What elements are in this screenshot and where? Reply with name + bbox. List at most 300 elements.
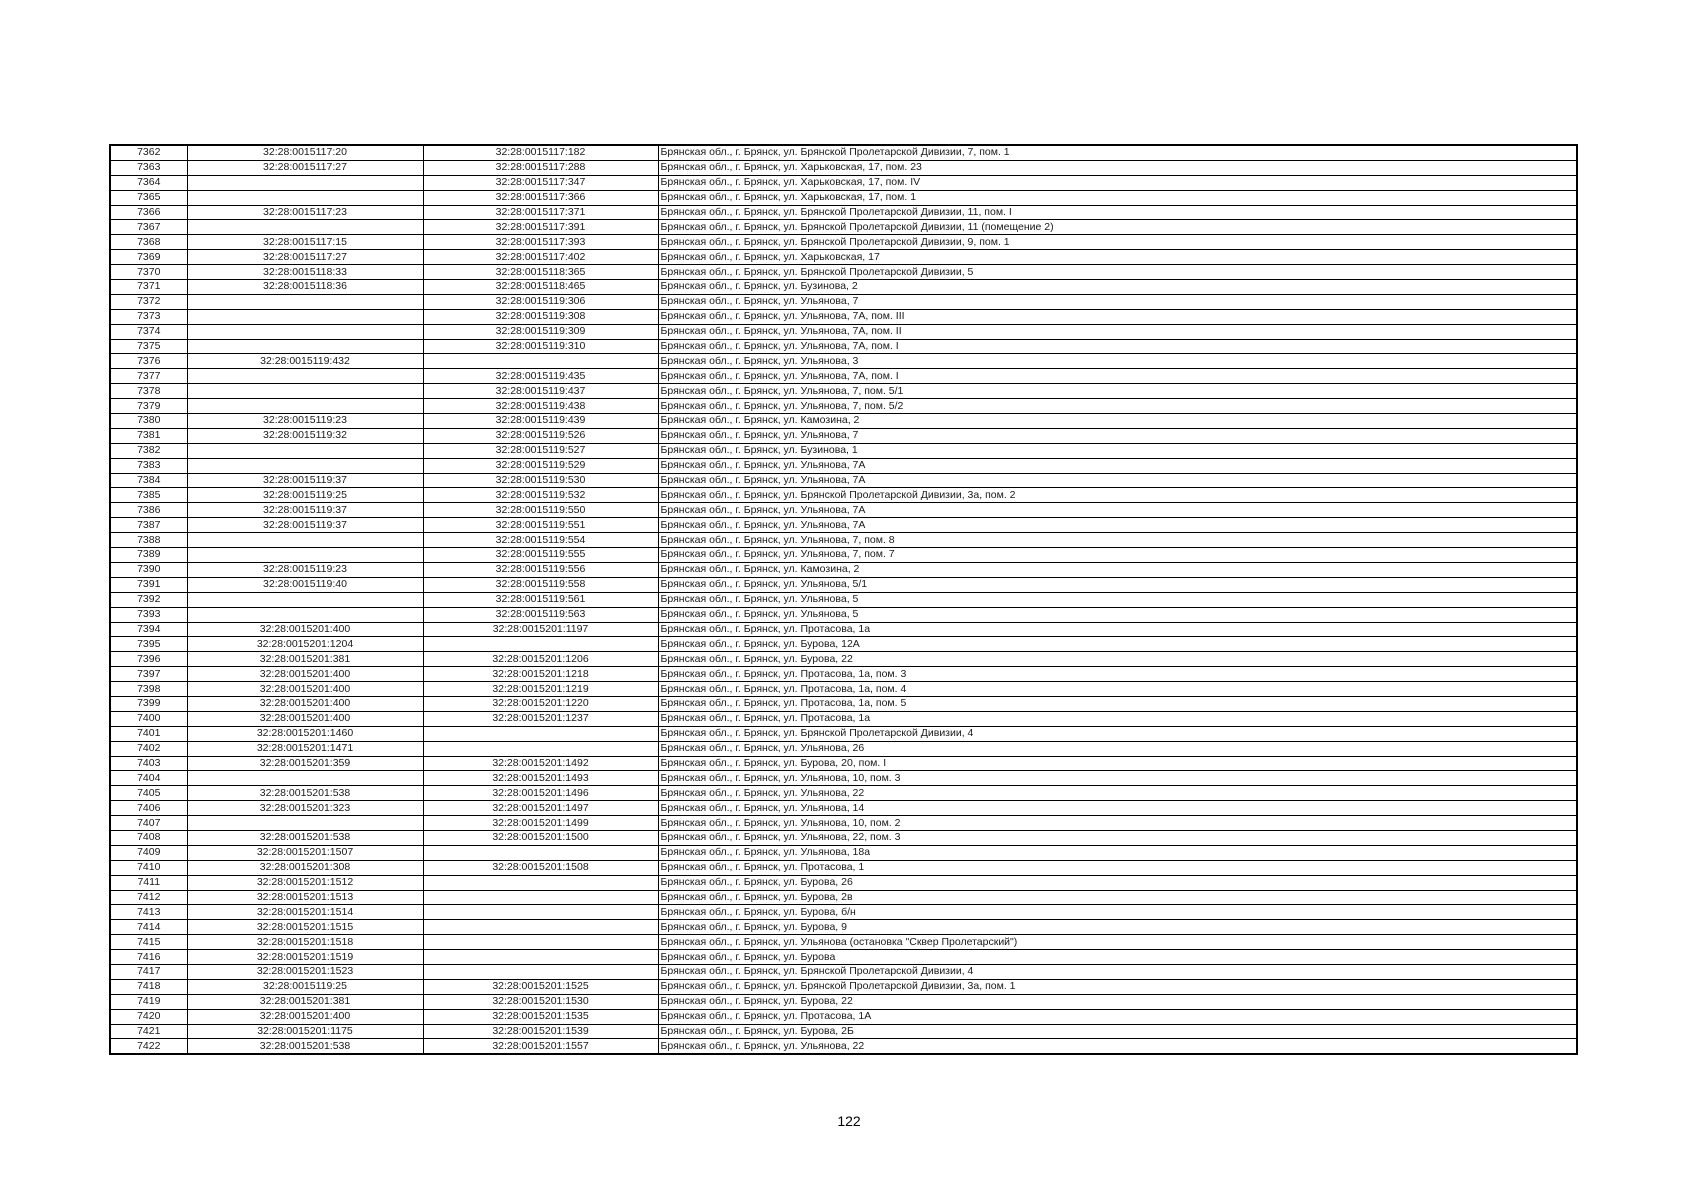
object-number-cell <box>423 845 658 860</box>
address-cell: Брянская обл., г. Брянск, ул. Ульянова, 7, пом. 5/1 <box>658 384 1577 399</box>
address-cell: Брянская обл., г. Брянск, ул. Бурова, 20, пом. I <box>658 756 1577 771</box>
object-number-cell: 32:28:0015119:561 <box>423 592 658 607</box>
object-number-cell: 32:28:0015201:1218 <box>423 667 658 682</box>
row-number-cell: 7384 <box>110 473 187 488</box>
object-number-cell: 32:28:0015201:1219 <box>423 682 658 697</box>
parcel-number-cell: 32:28:0015201:1514 <box>187 905 423 920</box>
address-cell: Брянская обл., г. Брянск, ул. Брянской Пролетарской Дивизии, 3а, пом. 1 <box>658 979 1577 994</box>
table-row <box>110 384 1577 399</box>
parcel-number-cell: 32:28:0015201:1175 <box>187 1024 423 1039</box>
row-number-cell: 7386 <box>110 503 187 518</box>
row-number-cell: 7387 <box>110 518 187 533</box>
table-row <box>110 979 1577 994</box>
table-row <box>110 801 1577 816</box>
parcel-number-cell <box>187 592 423 607</box>
address-cell: Брянская обл., г. Брянск, ул. Протасова, 1а <box>658 622 1577 637</box>
row-number-cell: 7374 <box>110 324 187 339</box>
parcel-number-cell: 32:28:0015201:400 <box>187 711 423 726</box>
object-number-cell: 32:28:0015119:526 <box>423 428 658 443</box>
row-number-cell: 7380 <box>110 414 187 429</box>
parcel-number-cell: 32:28:0015201:1471 <box>187 741 423 756</box>
address-cell: Брянская обл., г. Брянск, ул. Камозина, 2 <box>658 562 1577 577</box>
object-number-cell <box>423 875 658 890</box>
object-number-cell: 32:28:0015119:527 <box>423 443 658 458</box>
parcel-number-cell: 32:28:0015119:37 <box>187 473 423 488</box>
parcel-number-cell <box>187 324 423 339</box>
table-row <box>110 682 1577 697</box>
parcel-number-cell: 32:28:0015201:1512 <box>187 875 423 890</box>
table-row <box>110 190 1577 205</box>
object-number-cell: 32:28:0015201:1237 <box>423 711 658 726</box>
table-row <box>110 488 1577 503</box>
row-number-cell: 7411 <box>110 875 187 890</box>
object-number-cell: 32:28:0015201:1535 <box>423 1009 658 1024</box>
address-cell: Брянская обл., г. Брянск, ул. Протасова, 1а <box>658 711 1577 726</box>
address-cell: Брянская обл., г. Брянск, ул. Брянской Пролетарской Дивизии, 4 <box>658 726 1577 741</box>
row-number-cell: 7383 <box>110 458 187 473</box>
row-number-cell: 7385 <box>110 488 187 503</box>
address-cell: Брянская обл., г. Брянск, ул. Ульянова, 7, пом. 7 <box>658 548 1577 563</box>
row-number-cell: 7402 <box>110 741 187 756</box>
row-number-cell: 7403 <box>110 756 187 771</box>
parcel-number-cell: 32:28:0015201:1204 <box>187 637 423 652</box>
parcel-number-cell: 32:28:0015201:1519 <box>187 950 423 965</box>
object-number-cell <box>423 964 658 979</box>
address-cell: Брянская обл., г. Брянск, ул. Ульянова, 26 <box>658 741 1577 756</box>
object-number-cell: 32:28:0015117:391 <box>423 220 658 235</box>
object-number-cell <box>423 637 658 652</box>
object-number-cell: 32:28:0015118:465 <box>423 280 658 295</box>
row-number-cell: 7397 <box>110 667 187 682</box>
table-row <box>110 696 1577 711</box>
address-cell: Брянская обл., г. Брянск, ул. Ульянова, 7А, пом. II <box>658 324 1577 339</box>
address-cell: Брянская обл., г. Брянск, ул. Бурова, 2в <box>658 890 1577 905</box>
address-cell: Брянская обл., г. Брянск, ул. Ульянова, 5 <box>658 592 1577 607</box>
parcel-number-cell: 32:28:0015118:33 <box>187 265 423 280</box>
address-cell: Брянская обл., г. Брянск, ул. Ульянова, 7А, пом. I <box>658 339 1577 354</box>
parcel-number-cell: 32:28:0015201:400 <box>187 667 423 682</box>
row-number-cell: 7418 <box>110 979 187 994</box>
object-number-cell: 32:28:0015201:1220 <box>423 696 658 711</box>
parcel-number-cell: 32:28:0015119:25 <box>187 979 423 994</box>
row-number-cell: 7415 <box>110 935 187 950</box>
object-number-cell: 32:28:0015119:439 <box>423 414 658 429</box>
row-number-cell: 7373 <box>110 309 187 324</box>
table-row <box>110 145 1577 160</box>
row-number-cell: 7370 <box>110 265 187 280</box>
table-row <box>110 845 1577 860</box>
parcel-number-cell <box>187 309 423 324</box>
table-row <box>110 1024 1577 1039</box>
row-number-cell: 7410 <box>110 860 187 875</box>
object-number-cell: 32:28:0015201:1508 <box>423 860 658 875</box>
object-number-cell <box>423 890 658 905</box>
address-cell: Брянская обл., г. Брянск, ул. Ульянова, 7А, пом. I <box>658 369 1577 384</box>
address-cell: Брянская обл., г. Брянск, ул. Протасова, 1а, пом. 5 <box>658 696 1577 711</box>
table-row <box>110 160 1577 175</box>
parcel-number-cell: 32:28:0015201:381 <box>187 994 423 1009</box>
address-cell: Брянская обл., г. Брянск, ул. Брянской Пролетарской Дивизии, 9, пом. 1 <box>658 235 1577 250</box>
table-row <box>110 399 1577 414</box>
parcel-number-cell: 32:28:0015201:538 <box>187 786 423 801</box>
parcel-number-cell <box>187 399 423 414</box>
address-cell: Брянская обл., г. Брянск, ул. Камозина, 2 <box>658 414 1577 429</box>
address-cell: Брянская обл., г. Брянск, ул. Протасова, 1а, пом. 3 <box>658 667 1577 682</box>
row-number-cell: 7366 <box>110 205 187 220</box>
parcel-number-cell <box>187 369 423 384</box>
table-row <box>110 890 1577 905</box>
table-row <box>110 324 1577 339</box>
parcel-number-cell: 32:28:0015201:400 <box>187 1009 423 1024</box>
object-number-cell: 32:28:0015117:366 <box>423 190 658 205</box>
address-cell: Брянская обл., г. Брянск, ул. Брянской Пролетарской Дивизии, 7, пом. 1 <box>658 145 1577 160</box>
table-row <box>110 830 1577 845</box>
row-number-cell: 7371 <box>110 280 187 295</box>
parcel-number-cell <box>187 294 423 309</box>
parcel-number-cell: 32:28:0015119:37 <box>187 518 423 533</box>
parcel-number-cell: 32:28:0015201:400 <box>187 622 423 637</box>
parcel-number-cell: 32:28:0015119:23 <box>187 562 423 577</box>
table-row <box>110 220 1577 235</box>
row-number-cell: 7367 <box>110 220 187 235</box>
parcel-number-cell <box>187 220 423 235</box>
row-number-cell: 7401 <box>110 726 187 741</box>
parcel-number-cell: 32:28:0015201:1513 <box>187 890 423 905</box>
parcel-number-cell: 32:28:0015201:1518 <box>187 935 423 950</box>
table-body <box>110 145 1577 1054</box>
address-cell: Брянская обл., г. Брянск, ул. Ульянова, 7А, пом. III <box>658 309 1577 324</box>
row-number-cell: 7381 <box>110 428 187 443</box>
object-number-cell: 32:28:0015117:288 <box>423 160 658 175</box>
parcel-number-cell: 32:28:0015117:20 <box>187 145 423 160</box>
address-cell: Брянская обл., г. Брянск, ул. Харьковская, 17 <box>658 250 1577 265</box>
row-number-cell: 7389 <box>110 548 187 563</box>
row-number-cell: 7394 <box>110 622 187 637</box>
row-number-cell: 7364 <box>110 175 187 190</box>
parcel-number-cell: 32:28:0015201:538 <box>187 830 423 845</box>
parcel-number-cell: 32:28:0015201:1515 <box>187 920 423 935</box>
table-row <box>110 428 1577 443</box>
row-number-cell: 7396 <box>110 652 187 667</box>
object-number-cell: 32:28:0015201:1500 <box>423 830 658 845</box>
address-cell: Брянская обл., г. Брянск, ул. Бурова, 22 <box>658 652 1577 667</box>
table-row <box>110 816 1577 831</box>
row-number-cell: 7388 <box>110 533 187 548</box>
parcel-number-cell: 32:28:0015117:15 <box>187 235 423 250</box>
table-row <box>110 905 1577 920</box>
table-row <box>110 443 1577 458</box>
row-number-cell: 7392 <box>110 592 187 607</box>
object-number-cell: 32:28:0015119:438 <box>423 399 658 414</box>
object-number-cell: 32:28:0015201:1492 <box>423 756 658 771</box>
address-cell: Брянская обл., г. Брянск, ул. Протасова, 1 <box>658 860 1577 875</box>
row-number-cell: 7417 <box>110 964 187 979</box>
table-row <box>110 741 1577 756</box>
row-number-cell: 7375 <box>110 339 187 354</box>
address-cell: Брянская обл., г. Брянск, ул. Ульянова, 7, пом. 5/2 <box>658 399 1577 414</box>
parcel-number-cell: 32:28:0015201:1523 <box>187 964 423 979</box>
object-number-cell: 32:28:0015117:182 <box>423 145 658 160</box>
address-cell: Брянская обл., г. Брянск, ул. Харьковская, 17, пом. 23 <box>658 160 1577 175</box>
object-number-cell: 32:28:0015119:306 <box>423 294 658 309</box>
row-number-cell: 7391 <box>110 577 187 592</box>
parcel-number-cell <box>187 384 423 399</box>
row-number-cell: 7377 <box>110 369 187 384</box>
object-number-cell: 32:28:0015117:347 <box>423 175 658 190</box>
address-cell: Брянская обл., г. Брянск, ул. Ульянова, 3 <box>658 354 1577 369</box>
parcel-number-cell <box>187 607 423 622</box>
object-number-cell: 32:28:0015119:555 <box>423 548 658 563</box>
parcel-number-cell: 32:28:0015201:538 <box>187 1039 423 1054</box>
address-cell: Брянская обл., г. Брянск, ул. Ульянова, 22 <box>658 1039 1577 1054</box>
object-number-cell: 32:28:0015119:435 <box>423 369 658 384</box>
parcel-number-cell: 32:28:0015118:36 <box>187 280 423 295</box>
address-cell: Брянская обл., г. Брянск, ул. Брянской Пролетарской Дивизии, 3а, пом. 2 <box>658 488 1577 503</box>
document-table <box>109 144 1578 1055</box>
row-number-cell: 7412 <box>110 890 187 905</box>
row-number-cell: 7405 <box>110 786 187 801</box>
row-number-cell: 7404 <box>110 771 187 786</box>
address-cell: Брянская обл., г. Брянск, ул. Брянской Пролетарской Дивизии, 11, пом. I <box>658 205 1577 220</box>
object-number-cell: 32:28:0015201:1206 <box>423 652 658 667</box>
row-number-cell: 7409 <box>110 845 187 860</box>
row-number-cell: 7382 <box>110 443 187 458</box>
table-row <box>110 726 1577 741</box>
object-number-cell: 32:28:0015119:550 <box>423 503 658 518</box>
parcel-number-cell <box>187 339 423 354</box>
table-row <box>110 294 1577 309</box>
row-number-cell: 7406 <box>110 801 187 816</box>
object-number-cell: 32:28:0015201:1557 <box>423 1039 658 1054</box>
table-row <box>110 548 1577 563</box>
parcel-number-cell: 32:28:0015201:1460 <box>187 726 423 741</box>
table-row <box>110 414 1577 429</box>
table-row <box>110 309 1577 324</box>
address-cell: Брянская обл., г. Брянск, ул. Бурова, 22 <box>658 994 1577 1009</box>
table-row <box>110 711 1577 726</box>
object-number-cell: 32:28:0015119:554 <box>423 533 658 548</box>
object-number-cell: 32:28:0015117:393 <box>423 235 658 250</box>
object-number-cell: 32:28:0015119:308 <box>423 309 658 324</box>
address-cell: Брянская обл., г. Брянск, ул. Ульянова, 7 <box>658 294 1577 309</box>
table-row <box>110 503 1577 518</box>
address-cell: Брянская обл., г. Брянск, ул. Ульянова, 14 <box>658 801 1577 816</box>
object-number-cell: 32:28:0015117:371 <box>423 205 658 220</box>
row-number-cell: 7400 <box>110 711 187 726</box>
parcel-number-cell: 32:28:0015117:27 <box>187 250 423 265</box>
address-cell: Брянская обл., г. Брянск, ул. Ульянова, 7 <box>658 428 1577 443</box>
table-row <box>110 175 1577 190</box>
row-number-cell: 7407 <box>110 816 187 831</box>
page-number: 122 <box>837 1113 861 1129</box>
table-row <box>110 265 1577 280</box>
row-number-cell: 7393 <box>110 607 187 622</box>
object-number-cell: 32:28:0015201:1493 <box>423 771 658 786</box>
table-row <box>110 280 1577 295</box>
row-number-cell: 7395 <box>110 637 187 652</box>
row-number-cell: 7379 <box>110 399 187 414</box>
table-row <box>110 994 1577 1009</box>
row-number-cell: 7362 <box>110 145 187 160</box>
table-row <box>110 1009 1577 1024</box>
address-cell: Брянская обл., г. Брянск, ул. Ульянова, 10, пом. 2 <box>658 816 1577 831</box>
parcel-number-cell: 32:28:0015201:323 <box>187 801 423 816</box>
object-number-cell: 32:28:0015117:402 <box>423 250 658 265</box>
parcel-number-cell: 32:28:0015201:1507 <box>187 845 423 860</box>
row-number-cell: 7420 <box>110 1009 187 1024</box>
object-number-cell: 32:28:0015201:1525 <box>423 979 658 994</box>
table-row <box>110 935 1577 950</box>
table-row <box>110 354 1577 369</box>
table-row <box>110 860 1577 875</box>
address-cell: Брянская обл., г. Брянск, ул. Ульянова, 7А <box>658 473 1577 488</box>
table-row <box>110 607 1577 622</box>
table-row <box>110 950 1577 965</box>
parcel-number-cell: 32:28:0015201:308 <box>187 860 423 875</box>
object-number-cell <box>423 726 658 741</box>
object-number-cell: 32:28:0015119:529 <box>423 458 658 473</box>
object-number-cell <box>423 935 658 950</box>
row-number-cell: 7372 <box>110 294 187 309</box>
parcel-number-cell: 32:28:0015201:381 <box>187 652 423 667</box>
object-number-cell: 32:28:0015201:1197 <box>423 622 658 637</box>
table-row <box>110 652 1577 667</box>
object-number-cell <box>423 354 658 369</box>
object-number-cell: 32:28:0015201:1497 <box>423 801 658 816</box>
row-number-cell: 7413 <box>110 905 187 920</box>
address-cell: Брянская обл., г. Брянск, ул. Харьковская, 17, пом. 1 <box>658 190 1577 205</box>
row-number-cell: 7376 <box>110 354 187 369</box>
row-number-cell: 7399 <box>110 696 187 711</box>
parcel-number-cell: 32:28:0015201:400 <box>187 696 423 711</box>
object-number-cell: 32:28:0015119:310 <box>423 339 658 354</box>
address-cell: Брянская обл., г. Брянск, ул. Бузинова, 2 <box>658 280 1577 295</box>
address-cell: Брянская обл., г. Брянск, ул. Брянской Пролетарской Дивизии, 5 <box>658 265 1577 280</box>
parcel-number-cell: 32:28:0015119:32 <box>187 428 423 443</box>
parcel-number-cell: 32:28:0015201:359 <box>187 756 423 771</box>
table-row <box>110 964 1577 979</box>
table-row <box>110 369 1577 384</box>
table-row <box>110 771 1577 786</box>
object-number-cell <box>423 920 658 935</box>
row-number-cell: 7365 <box>110 190 187 205</box>
address-cell: Брянская обл., г. Брянск, ул. Протасова, 1а, пом. 4 <box>658 682 1577 697</box>
object-number-cell: 32:28:0015201:1496 <box>423 786 658 801</box>
table-row <box>110 250 1577 265</box>
address-cell: Брянская обл., г. Брянск, ул. Ульянова, 22, пом. 3 <box>658 830 1577 845</box>
row-number-cell: 7363 <box>110 160 187 175</box>
address-cell: Брянская обл., г. Брянск, ул. Харьковская, 17, пом. IV <box>658 175 1577 190</box>
object-number-cell: 32:28:0015119:532 <box>423 488 658 503</box>
table-row <box>110 562 1577 577</box>
table-row <box>110 920 1577 935</box>
object-number-cell: 32:28:0015119:563 <box>423 607 658 622</box>
table-row <box>110 518 1577 533</box>
address-cell: Брянская обл., г. Брянск, ул. Ульянова (остановка "Сквер Пролетарский") <box>658 935 1577 950</box>
address-cell: Брянская обл., г. Брянск, ул. Ульянова, 22 <box>658 786 1577 801</box>
row-number-cell: 7369 <box>110 250 187 265</box>
parcel-number-cell: 32:28:0015119:25 <box>187 488 423 503</box>
parcel-number-cell: 32:28:0015119:40 <box>187 577 423 592</box>
table-row <box>110 458 1577 473</box>
address-cell: Брянская обл., г. Брянск, ул. Ульянова, 18а <box>658 845 1577 860</box>
table-row <box>110 637 1577 652</box>
parcel-number-cell <box>187 548 423 563</box>
address-cell: Брянская обл., г. Брянск, ул. Бурова, 12А <box>658 637 1577 652</box>
object-number-cell: 32:28:0015119:437 <box>423 384 658 399</box>
table-row <box>110 756 1577 771</box>
address-cell: Брянская обл., г. Брянск, ул. Брянской Пролетарской Дивизии, 4 <box>658 964 1577 979</box>
address-cell: Брянская обл., г. Брянск, ул. Бурова, б/н <box>658 905 1577 920</box>
address-cell: Брянская обл., г. Брянск, ул. Ульянова, 5 <box>658 607 1577 622</box>
table-row <box>110 875 1577 890</box>
address-cell: Брянская обл., г. Брянск, ул. Бурова, 2Б <box>658 1024 1577 1039</box>
table-row <box>110 533 1577 548</box>
table-row <box>110 592 1577 607</box>
parcel-number-cell: 32:28:0015117:27 <box>187 160 423 175</box>
object-number-cell: 32:28:0015119:551 <box>423 518 658 533</box>
object-number-cell <box>423 905 658 920</box>
parcel-number-cell <box>187 443 423 458</box>
parcel-number-cell: 32:28:0015201:400 <box>187 682 423 697</box>
address-cell: Брянская обл., г. Брянск, ул. Брянской Пролетарской Дивизии, 11 (помещение 2) <box>658 220 1577 235</box>
address-cell: Брянская обл., г. Брянск, ул. Ульянова, 7А <box>658 503 1577 518</box>
object-number-cell: 32:28:0015201:1530 <box>423 994 658 1009</box>
table-row <box>110 786 1577 801</box>
address-cell: Брянская обл., г. Брянск, ул. Ульянова, 7А <box>658 458 1577 473</box>
address-cell: Брянская обл., г. Брянск, ул. Ульянова, 7, пом. 8 <box>658 533 1577 548</box>
object-number-cell: 32:28:0015118:365 <box>423 265 658 280</box>
object-number-cell: 32:28:0015119:558 <box>423 577 658 592</box>
row-number-cell: 7414 <box>110 920 187 935</box>
table-row <box>110 577 1577 592</box>
table-row <box>110 235 1577 250</box>
row-number-cell: 7398 <box>110 682 187 697</box>
object-number-cell: 32:28:0015201:1499 <box>423 816 658 831</box>
row-number-cell: 7421 <box>110 1024 187 1039</box>
address-cell: Брянская обл., г. Брянск, ул. Бузинова, 1 <box>658 443 1577 458</box>
row-number-cell: 7419 <box>110 994 187 1009</box>
table-row <box>110 339 1577 354</box>
object-number-cell: 32:28:0015119:556 <box>423 562 658 577</box>
parcel-number-cell: 32:28:0015117:23 <box>187 205 423 220</box>
parcel-number-cell <box>187 816 423 831</box>
row-number-cell: 7378 <box>110 384 187 399</box>
parcel-number-cell <box>187 175 423 190</box>
row-number-cell: 7408 <box>110 830 187 845</box>
row-number-cell: 7416 <box>110 950 187 965</box>
object-number-cell: 32:28:0015201:1539 <box>423 1024 658 1039</box>
parcel-number-cell: 32:28:0015119:37 <box>187 503 423 518</box>
address-cell: Брянская обл., г. Брянск, ул. Бурова, 26 <box>658 875 1577 890</box>
object-number-cell <box>423 741 658 756</box>
table-row <box>110 205 1577 220</box>
address-cell: Брянская обл., г. Брянск, ул. Ульянова, 10, пом. 3 <box>658 771 1577 786</box>
object-number-cell: 32:28:0015119:530 <box>423 473 658 488</box>
address-cell: Брянская обл., г. Брянск, ул. Ульянова, 7А <box>658 518 1577 533</box>
address-cell: Брянская обл., г. Брянск, ул. Протасова, 1А <box>658 1009 1577 1024</box>
address-cell: Брянская обл., г. Брянск, ул. Бурова <box>658 950 1577 965</box>
parcel-number-cell <box>187 458 423 473</box>
parcel-number-cell: 32:28:0015119:432 <box>187 354 423 369</box>
table-row <box>110 1039 1577 1054</box>
parcel-number-cell <box>187 533 423 548</box>
parcel-number-cell <box>187 190 423 205</box>
address-cell: Брянская обл., г. Брянск, ул. Бурова, 9 <box>658 920 1577 935</box>
row-number-cell: 7390 <box>110 562 187 577</box>
object-number-cell <box>423 950 658 965</box>
table-row <box>110 667 1577 682</box>
